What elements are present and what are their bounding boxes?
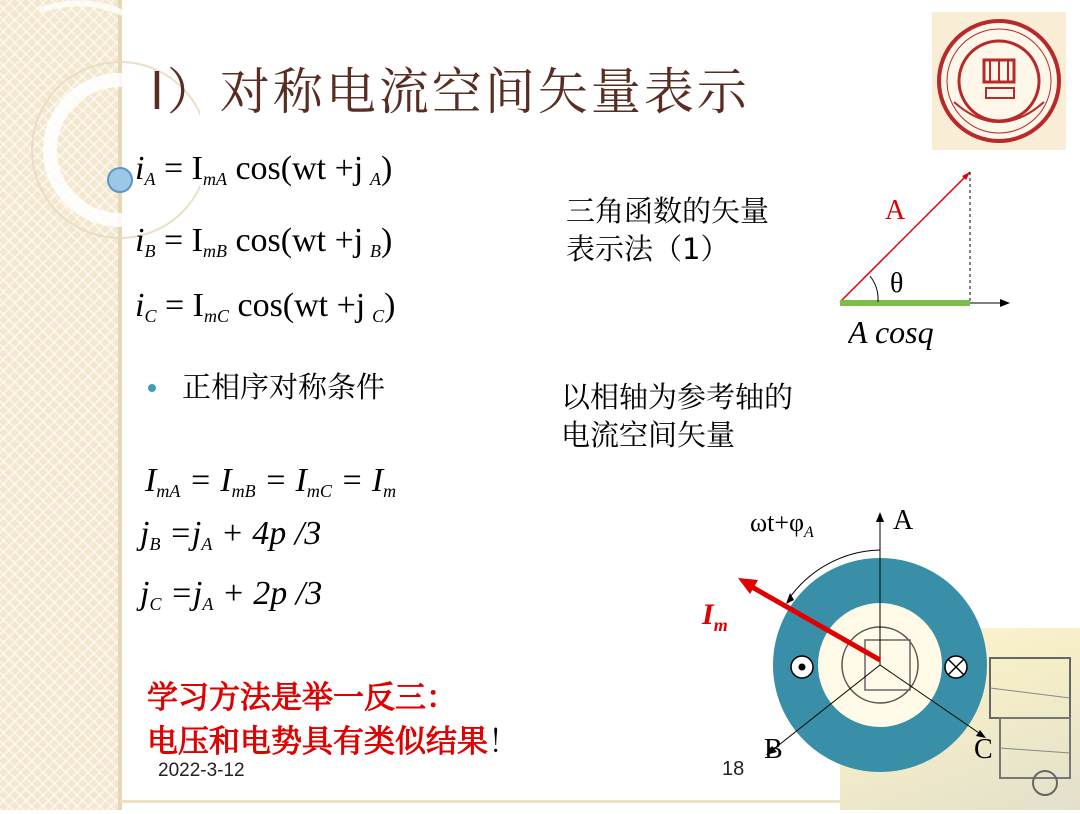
projection-bar xyxy=(840,300,970,306)
theta-label: θ xyxy=(890,268,904,299)
study-tip: 学习方法是举一反三： 电压和电势具有类似结果！ xyxy=(147,680,519,760)
vector-a-label: A xyxy=(885,195,906,226)
axis-b-label: B xyxy=(764,734,783,765)
equation-ic: $i_C = I_{mC}$ cos(wt +j $_C$) xyxy=(135,287,396,326)
condition-phase-c: $j_C =j_A + 2p$ /3 xyxy=(140,575,323,614)
vector-a-line xyxy=(840,172,970,302)
page-number: 18 xyxy=(722,758,745,780)
axis-note: 以相轴为参考轴的 电流空间矢量 xyxy=(561,380,794,452)
current-label: $I_m$ xyxy=(702,598,728,635)
equation-ib: $i_B = I_{mB}$ cos(wt +j $_B$) xyxy=(135,222,393,261)
bullet-text: 正相序对称条件 xyxy=(182,370,386,404)
page-title: l）对称电流空间矢量表示 xyxy=(150,63,750,121)
equation-ia: $i_A = I_{mA}$ cos(wt +j $_A$) xyxy=(135,150,393,189)
university-logo xyxy=(932,12,1066,150)
axis-a-label: A xyxy=(893,505,914,536)
bullet-dot xyxy=(148,384,156,392)
footer-date: 2022-3-12 xyxy=(158,760,245,781)
condition-magnitude: $I_{mA} = I_{mB} = I_{mC} = I_m$ xyxy=(145,462,397,501)
projection-label: A cosq xyxy=(848,314,934,350)
axis-c-label: C xyxy=(974,734,993,765)
angle-label: $\omega t+\varphi_A$ xyxy=(750,508,814,542)
trig-note: 三角函数的矢量 表示法（1） xyxy=(566,194,770,266)
condition-phase-b: $j_B =j_A + 4p$ /3 xyxy=(140,515,322,554)
